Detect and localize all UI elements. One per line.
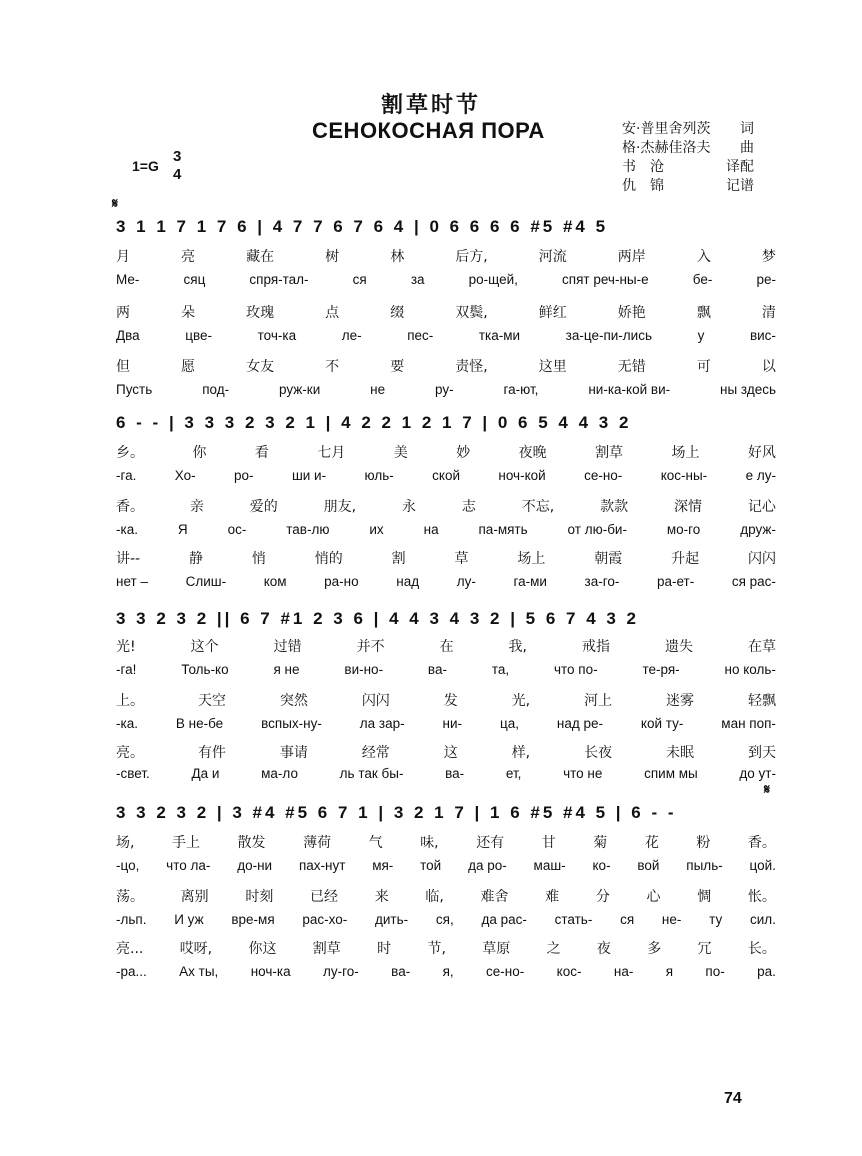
lyric-word: 不 [325, 359, 340, 375]
lyric-word: -ка. [116, 716, 138, 731]
lyric-word: по- [705, 964, 725, 979]
lyric-line-cn-3 [116, 548, 776, 570]
lyric-word: га-ют, [503, 382, 539, 397]
lyric-word: Ах ты, [179, 964, 219, 979]
lyric-word: 还有 [476, 835, 505, 851]
lyric-word: -свет. [116, 766, 150, 781]
lyric-word: 这 [443, 745, 458, 761]
lyric-line-cn-2 [116, 886, 776, 908]
lyric-word: у [697, 328, 705, 343]
lyric-word: 点 [325, 305, 340, 321]
lyric-word: ны здесь [720, 382, 776, 397]
lyric-word: 朋友, [323, 499, 357, 515]
lyric-word: 离别 [180, 889, 209, 905]
lyric-word: 静 [188, 551, 203, 567]
lyric-word: пах-нут [298, 858, 346, 873]
lyric-word: вре-мя [231, 912, 275, 927]
lyric-word: ту [709, 912, 723, 927]
lyric-word: 临, [425, 889, 444, 905]
lyric-word: ком [263, 574, 287, 589]
lyric-line-ru-1 [116, 272, 776, 294]
lyric-word: Да и [191, 766, 220, 781]
lyric-word: 河流 [538, 249, 567, 265]
lyric-word: 味, [420, 835, 439, 851]
credit-name: 仇 锦 [622, 178, 664, 194]
time-signature [173, 148, 181, 184]
lyric-word: 无错 [617, 359, 646, 375]
lyric-word: дить- [375, 912, 409, 927]
lyric-word: маш- [533, 858, 566, 873]
lyric-word: 娇艳 [617, 305, 646, 321]
lyric-word: рас-хо- [302, 912, 348, 927]
lyric-line-cn-1 [116, 246, 776, 268]
lyric-word: я не [273, 662, 300, 677]
lyric-word: 但 [116, 359, 130, 375]
key-signature: 1=G [132, 158, 159, 174]
lyric-word: 鲜红 [538, 305, 567, 321]
lyric-word: 上。 [116, 693, 144, 709]
lyric-word: вис- [749, 328, 776, 343]
credit-name: 书 沧 [622, 159, 664, 175]
lyric-word: 割草 [595, 445, 624, 461]
lyric-word: 升起 [671, 551, 700, 567]
lyric-word: лу-го- [323, 964, 359, 979]
lyric-word: спят реч-ны-е [562, 272, 649, 287]
lyric-word: на- [613, 964, 634, 979]
lyric-word: 亲 [189, 499, 204, 515]
lyric-word: ра. [757, 964, 776, 979]
lyric-line-ru-3 [116, 964, 776, 986]
lyric-word: пыль- [686, 858, 723, 873]
lyric-word: 有件 [197, 745, 226, 761]
lyric-word: за-го- [584, 574, 620, 589]
lyric-word: вой [637, 858, 660, 873]
lyric-word: Пусть [116, 382, 153, 397]
lyric-word: ро-щей, [468, 272, 518, 287]
lyric-word: 甘 [541, 835, 556, 851]
lyric-word: 光! [116, 639, 136, 655]
lyric-word: 菊 [593, 835, 608, 851]
lyric-word: я [665, 964, 674, 979]
lyric-word: те-ря- [642, 662, 680, 677]
lyric-word: ро- [234, 468, 254, 483]
lyric-word: га-ми [513, 574, 547, 589]
lyric-word: 分 [595, 889, 610, 905]
lyric-word: 心 [646, 889, 661, 905]
lyric-word: 乡。 [116, 445, 144, 461]
lyric-word: се-но- [584, 468, 623, 483]
lyric-word: Толь-ко [181, 662, 229, 677]
lyric-word: ле- [341, 328, 362, 343]
lyric-word: цве- [185, 328, 213, 343]
lyric-word: 你 [192, 445, 207, 461]
lyric-word: ши и- [291, 468, 327, 483]
page-number: 74 [724, 1090, 742, 1107]
lyric-word: сил. [749, 912, 776, 927]
lyric-word: 后方, [455, 249, 488, 265]
lyric-line-ru-2 [116, 716, 776, 738]
lyric-word: 已经 [310, 889, 339, 905]
lyric-word: 来 [374, 889, 389, 905]
credits [622, 120, 754, 196]
lyric-word: 志 [461, 499, 476, 515]
lyric-word: -га. [116, 468, 137, 483]
lyric-word: кос-ны- [660, 468, 708, 483]
lyric-word: тав-лю [286, 522, 330, 537]
lyric-word: 好风 [747, 445, 776, 461]
lyric-word: -ка. [116, 522, 138, 537]
lyric-word: 悄的 [314, 551, 343, 567]
lyric-word: 散发 [237, 835, 266, 851]
lyric-word: 看 [254, 445, 269, 461]
lyric-word: ни- [442, 716, 463, 731]
lyric-line-cn-1 [116, 442, 776, 464]
lyric-word: 朝霞 [594, 551, 623, 567]
lyric-word: 过错 [273, 639, 302, 655]
notation-line: 3 3 2 3 2 | 3 #4 #5 6 7 1 | 3 2 1 7 | 1 6 #5 #4 5 | 6 - - [116, 803, 677, 822]
lyric-word: 美 [393, 445, 408, 461]
lyric-line-cn-1 [116, 636, 776, 658]
credit-translator [622, 158, 754, 177]
notation-line: 3 3 2 3 2 || 6 7 #1 2 3 6 | 4 4 3 4 3 2 | 5 6 7 4 3 2 [116, 609, 640, 628]
lyric-line-ru-2 [116, 522, 776, 544]
lyric-word: ся рас- [731, 574, 776, 589]
lyric-word: 样, [511, 745, 531, 761]
lyric-word: 到天 [747, 745, 776, 761]
lyric-word: 粉 [696, 835, 711, 851]
lyric-line-cn-2 [116, 302, 776, 324]
lyric-word: 夜 [596, 941, 611, 957]
lyric-word: не- [661, 912, 682, 927]
lyric-word: кой ту- [640, 716, 684, 731]
lyric-word: -цо, [116, 858, 140, 873]
lyric-word: пес- [407, 328, 434, 343]
lyric-word: спря-тал- [249, 272, 309, 287]
lyric-word: от лю-би- [567, 522, 627, 537]
lyric-word: ла зар- [359, 716, 405, 731]
lyric-word: 夜晚 [518, 445, 547, 461]
lyric-word: 亮。 [116, 745, 144, 761]
lyric-word: ет, [505, 766, 522, 781]
lyric-word: что по- [553, 662, 598, 677]
lyric-word: 讲-- [116, 551, 141, 567]
lyric-word: 藏在 [246, 249, 275, 265]
lyric-word: 长。 [747, 941, 776, 957]
lyric-line-cn-2 [116, 496, 776, 518]
lyric-word: 惆 [697, 889, 712, 905]
lyric-word: их [369, 522, 384, 537]
lyric-word: 突然 [279, 693, 308, 709]
lyric-word: 梦 [761, 249, 776, 265]
lyric-word: 场, [116, 835, 135, 851]
lyric-word: 七月 [317, 445, 346, 461]
credit-role: 译配 [726, 159, 754, 175]
lyric-line-cn-1 [116, 832, 776, 854]
lyric-word: 闪闪 [361, 693, 390, 709]
lyric-word: 场上 [517, 551, 546, 567]
lyric-word: 款款 [600, 499, 629, 515]
lyric-word: 冗 [697, 941, 712, 957]
lyric-word: нет – [116, 574, 148, 589]
time-signature-top: 3 [173, 148, 182, 165]
lyric-word: над [396, 574, 420, 589]
lyric-word: 要 [390, 359, 405, 375]
lyric-word: 之 [546, 941, 561, 957]
lyric-line-cn-2 [116, 690, 776, 712]
lyric-word: той [420, 858, 442, 873]
lyric-word: 责怪, [455, 359, 488, 375]
lyric-word: 气 [368, 835, 383, 851]
lyric-word: е лу- [745, 468, 776, 483]
lyric-line-cn-3 [116, 356, 776, 378]
credit-composer [622, 139, 754, 158]
lyric-word: 场上 [671, 445, 700, 461]
lyric-word: кос- [556, 964, 582, 979]
lyric-word: 我, [508, 639, 527, 655]
lyric-word: 轻飘 [747, 693, 776, 709]
lyric-word: 荡。 [116, 889, 144, 905]
lyric-word: -ра... [116, 964, 147, 979]
lyric-word: ноч-ка [250, 964, 291, 979]
lyric-word: ль так бы- [339, 766, 404, 781]
lyric-word: руж-ки [279, 382, 321, 397]
lyric-word: 难 [545, 889, 560, 905]
lyric-word: 树 [325, 249, 340, 265]
lyric-word: 永 [402, 499, 417, 515]
lyric-word: И уж [174, 912, 204, 927]
lyric-word: 长夜 [584, 745, 613, 761]
lyric-word: 戒指 [581, 639, 610, 655]
lyric-word: 割草 [312, 941, 341, 957]
lyric-word: ру- [435, 382, 454, 397]
lyric-word: над ре- [556, 716, 603, 731]
lyric-word: 时刻 [245, 889, 274, 905]
lyric-word: не [370, 382, 386, 397]
lyric-word: 事请 [279, 745, 308, 761]
lyric-word: под- [202, 382, 230, 397]
lyric-line-ru-3 [116, 574, 776, 596]
lyric-word: 妙 [456, 445, 471, 461]
lyric-word: ноч-кой [498, 468, 546, 483]
lyric-word: 这个 [190, 639, 219, 655]
lyric-word: 经常 [361, 745, 390, 761]
lyric-word: ос- [227, 522, 247, 537]
lyric-word: ма-ло [261, 766, 298, 781]
lyric-word: 遗失 [664, 639, 693, 655]
lyric-word: се-но- [486, 964, 525, 979]
lyric-word: друж- [740, 522, 776, 537]
lyric-word: ра-но [324, 574, 359, 589]
segno-icon: 𝄋 [112, 196, 119, 212]
lyric-word: 两岸 [617, 249, 646, 265]
credit-role: 词 [740, 121, 754, 137]
lyric-word: Ме- [116, 272, 140, 287]
lyric-word: -льп. [116, 912, 147, 927]
credit-role: 记谱 [726, 178, 754, 194]
lyric-word: 林 [390, 249, 405, 265]
lyric-word: точ-ка [257, 328, 297, 343]
lyric-word: спим мы [644, 766, 698, 781]
lyric-word: 未眠 [666, 745, 695, 761]
lyric-word: Хо- [174, 468, 196, 483]
lyric-word: ся [620, 912, 635, 927]
lyric-word: 以 [761, 359, 776, 375]
lyric-word: па-мять [478, 522, 528, 537]
lyric-word: 记心 [747, 499, 776, 515]
lyric-word: мо-го [666, 522, 701, 537]
lyric-line-ru-2 [116, 328, 776, 350]
lyric-word: тка-ми [478, 328, 521, 343]
lyric-word: В не-бе [175, 716, 224, 731]
lyric-word: 月 [116, 249, 130, 265]
lyric-line-cn-3 [116, 938, 776, 960]
lyric-word: юль- [364, 468, 394, 483]
lyric-word: ца, [499, 716, 519, 731]
lyric-word: 缀 [390, 305, 405, 321]
credit-role: 曲 [740, 140, 754, 156]
lyric-line-ru-3 [116, 766, 776, 788]
lyric-word: 深情 [674, 499, 703, 515]
lyric-word: 草原 [482, 941, 511, 957]
lyric-line-cn-3 [116, 742, 776, 764]
lyric-word: 入 [696, 249, 711, 265]
lyric-word: 两 [116, 305, 130, 321]
lyric-word: 在 [439, 639, 454, 655]
notation-line: 3 1 1 7 1 7 6 | 4 7 7 6 7 6 4 | 0 6 6 6 6 #5 #4 5 [116, 217, 609, 236]
lyric-word: 悄 [251, 551, 266, 567]
lyric-word: 愿 [181, 359, 196, 375]
lyric-word: 在草 [747, 639, 776, 655]
lyric-line-ru-2 [116, 912, 776, 934]
lyric-word: 发 [443, 693, 458, 709]
lyric-word: 迷雾 [666, 693, 695, 709]
song-title-chinese: 割草时节 [380, 92, 481, 118]
lyric-word: ко- [592, 858, 611, 873]
lyric-word: но коль- [724, 662, 776, 677]
lyric-word: 花 [644, 835, 659, 851]
credit-name: 格·杰赫佳洛夫 [622, 140, 711, 156]
lyric-word: ре- [756, 272, 776, 287]
lyric-word: до-ни [237, 858, 273, 873]
credit-name: 安·普里舍列茨 [622, 121, 711, 137]
lyric-word: за [410, 272, 425, 287]
lyric-word: 时 [377, 941, 392, 957]
lyric-word: ва- [391, 964, 411, 979]
lyric-word: 多 [647, 941, 662, 957]
lyric-word: вспых-ну- [261, 716, 322, 731]
lyric-word: Я [177, 522, 188, 537]
lyric-word: стать- [554, 912, 593, 927]
lyric-word: мя- [372, 858, 394, 873]
lyric-word: за-це-пи-лись [565, 328, 652, 343]
lyric-word: 女友 [246, 359, 275, 375]
time-signature-bottom: 4 [173, 166, 182, 183]
lyric-word: ва- [445, 766, 465, 781]
lyric-word: 亮... [116, 941, 144, 957]
song-title-russian: СЕНОКОСНАЯ ПОРА [312, 118, 545, 143]
lyric-word: 草 [454, 551, 469, 567]
lyric-line-ru-1 [116, 468, 776, 490]
lyric-word: 朵 [181, 305, 196, 321]
lyric-word: 亮 [181, 249, 196, 265]
segno-icon: 𝄋 [764, 782, 771, 798]
lyric-word: 手上 [172, 835, 200, 851]
lyric-word: Два [116, 328, 140, 343]
lyric-word: -га! [116, 662, 137, 677]
lyric-word: бе- [692, 272, 713, 287]
lyric-word: 飘 [696, 305, 711, 321]
lyric-word: 不忘, [521, 499, 555, 515]
lyric-word: ви-но- [344, 662, 384, 677]
lyric-word: что ла- [166, 858, 211, 873]
lyric-word: да ро- [468, 858, 507, 873]
lyric-word: 并不 [356, 639, 385, 655]
lyric-word: ся, [435, 912, 454, 927]
lyric-word: 闪闪 [747, 551, 776, 567]
lyric-word: ской [432, 468, 460, 483]
lyric-line-ru-1 [116, 858, 776, 880]
lyric-word: на [423, 522, 439, 537]
lyric-word: 难舍 [480, 889, 509, 905]
lyric-word: 你这 [248, 941, 277, 957]
lyric-word: ся [352, 272, 367, 287]
lyric-word: сяц [183, 272, 206, 287]
lyric-word: ман поп- [721, 716, 776, 731]
lyric-word: 双鬓, [455, 305, 488, 321]
lyric-word: 光, [511, 693, 531, 709]
notation-line: 6 - - | 3 3 3 2 3 2 1 | 4 2 2 1 2 1 7 | 0 6 5 4 4 3 2 [116, 413, 632, 432]
lyric-line-ru-3 [116, 382, 776, 404]
lyric-word: ра-ет- [656, 574, 695, 589]
lyric-word: лу- [456, 574, 476, 589]
lyric-word: ни-ка-кой ви- [588, 382, 671, 397]
lyric-word: 哎呀, [179, 941, 213, 957]
lyric-word: 怅。 [747, 889, 776, 905]
lyric-word: что не [563, 766, 603, 781]
lyric-word: та, [491, 662, 510, 677]
lyric-word: 割 [391, 551, 406, 567]
lyric-word: 河上 [584, 693, 613, 709]
lyric-word: я, [442, 964, 454, 979]
lyric-word: 天空 [197, 693, 226, 709]
lyric-word: цой. [749, 858, 776, 873]
lyric-word: 香。 [116, 499, 144, 515]
lyric-word: 这里 [538, 359, 567, 375]
lyric-word: 玫瑰 [246, 305, 275, 321]
lyric-word: 可 [696, 359, 711, 375]
lyric-word: ва- [427, 662, 447, 677]
credit-transcriber [622, 177, 754, 196]
lyric-word: 节, [427, 941, 446, 957]
lyric-word: да рас- [481, 912, 527, 927]
lyric-word: Слиш- [185, 574, 227, 589]
lyric-word: до ут- [739, 766, 776, 781]
lyric-word: 清 [761, 305, 776, 321]
lyric-word: 薄荷 [303, 835, 332, 851]
lyric-word: 香。 [747, 835, 776, 851]
lyric-line-ru-1 [116, 662, 776, 684]
lyric-word: 爱的 [249, 499, 278, 515]
credit-lyricist [622, 120, 754, 139]
